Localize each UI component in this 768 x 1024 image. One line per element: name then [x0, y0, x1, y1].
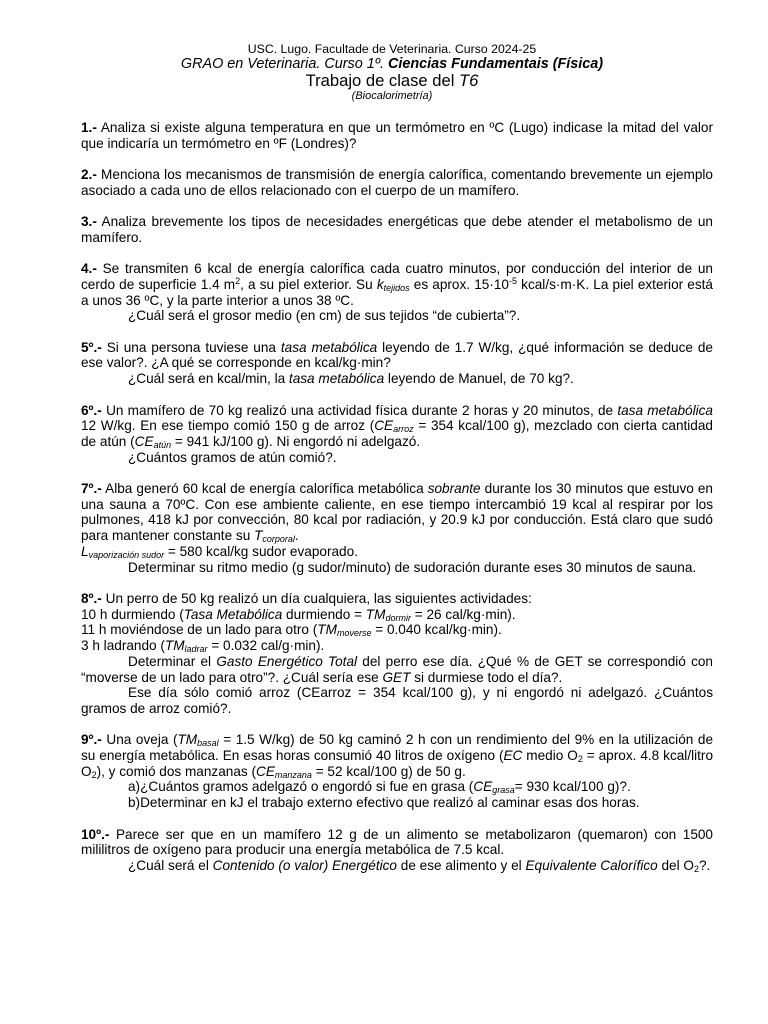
question-8: 8º.- Un perro de 50 kg realizó un día cualquiera, las siguientes actividades: 10 h durmiendo (Tasa Metabólica durmiendo = $TM_{dormir} = 26$ cal/kg·min). 11 h moviéndose de un lado para otro ($TM_{moverse} = 0.040$ kcal/kg·min). 3 h ladrando ($TM_{ladrar} = 0.032$ cal/g·min). Determinar el Gasto Energético Total del perro ese día. ¿Qué % de GET se correspondió con “moverse de un lado para otro”?. ¿Cuál sería ese GET si durmiese todo el día?. Ese día sólo comió arroz (CEarroz = 354 kcal/100 g), y ni engordó ni adelgazó. ¿Cuántos gramos de arroz comió?.	[81, 590, 713, 716]
question-5-ask: ¿Cuál será en kcal/min, la tasa metabólica leyendo de Manuel, de 70 kg?.	[128, 371, 574, 387]
question-8-activity-move: 11 h moviéndose de un lado para otro ($TM_{moverse} = 0.040$ kcal/kg·min).	[81, 622, 502, 639]
question-8-ask-2: Ese día sólo comió arroz (CEarroz = 354 kcal/100 g), y ni engordó ni adelgazó. ¿Cuántos gramos de arroz comió?.	[81, 685, 713, 716]
question-8-activity-sleep: 10 h durmiendo (Tasa Metabólica durmiendo = $TM_{dormir} = 26$ cal/kg·min).	[81, 606, 516, 623]
question-5: 5º.- Si una persona tuviese una tasa metabólica leyendo de 1.7 W/kg, ¿qué información se deduce de ese valor?. ¿A qué se corresponde en kcal/kg·min? ¿Cuál será en kcal/min, la tasa metabólica leyendo de Manuel, de 70 kg?.	[81, 339, 713, 387]
question-1: 1.- Analiza si existe alguna temperatura en que un termómetro en ºC (Lugo) indicase la mitad del valor que indicaría un termómetro en ºF (Londres)?	[81, 120, 713, 151]
document-header	[71, 42, 713, 102]
question-7: 7º.- Alba generó 60 kcal de energía calorífica metabólica sobrante durante los 30 minutos que estuvo en una sauna a 70ºC. Con ese ambiente caliente, en ese tiempo intercambió 19 kcal al respirar por los pulmones, 418 kJ por convección, 80 kcal por radiación, y 20.9 kJ por conducción. Está claro que sudó para mantener constante su $T_{corporal}$. $L_{vaporización sudor} = 580$ kcal/kg sudor evaporado. Determinar su ritmo medio (g sudor/minuto) de sudoración durante eses 30 minutos de sauna.	[81, 481, 713, 575]
question-10: 10º.- Parece ser que en un mamífero 12 g de un alimento se metabolizaron (quemaron) con 1500 mililitros de oxígeno para producir una energía metabólica de 7.5 kcal. ¿Cuál será el Contenido (o valor) Energético de ese alimento y el Equivalente Calorífico del $O_2$?.	[81, 826, 713, 874]
question-6: 6º.- Un mamífero de 70 kg realizó una actividad física durante 2 horas y 20 minutos, de tasa metabólica 12 W/kg. En ese tiempo comió 150 g de arroz ($CE_{arroz} = 354$ kcal/100 g), mezclado con cierta cantidad de atún ($CE_{atún} = 941$ kJ/100 g). Ni engordó ni adelgazó. ¿Cuántos gramos de atún comió?.	[81, 402, 713, 465]
question-8-ask-1: Determinar el Gasto Energético Total del perro ese día. ¿Qué % de GET se correspondió con “moverse de un lado para otro”?. ¿Cuál sería ese GET si durmiese todo el día?.	[81, 653, 713, 685]
course-line: GRAO en Veterinaria. Curso 1º. Ciencias Fundamentais (Física)	[180, 56, 604, 72]
institution-line: USC. Lugo. Facultade de Veterinaria. Curso 2024-25	[247, 42, 537, 56]
question-4-ask: ¿Cuál será el grosor medio (en cm) de sus tejidos “de cubierta”?.	[128, 308, 521, 324]
question-7-latent-heat: $L_{vaporización sudor} = 580$ kcal/kg sudor evaporado.	[81, 543, 358, 560]
document-title: Trabajo de clase del T6	[305, 71, 479, 90]
question-9-part-a: a)¿Cuántos gramos adelgazó o engordó si fue en grasa ($CE_{grasa}= 930$ kcal/100 g)?.	[128, 779, 631, 796]
question-7-ask: Determinar su ritmo medio (g sudor/minuto) de sudoración durante eses 30 minutos de sauna.	[128, 559, 697, 575]
question-9-part-b: b)Determinar en kJ el trabajo externo efectivo que realizó al caminar esas dos horas.	[128, 795, 640, 811]
document-subtitle: (Biocalorimetría)	[351, 90, 433, 102]
question-4: 4.- Se transmiten 6 kcal de energía calorífica cada cuatro minutos, por conducción del interior de un cerdo de superficie 1.4 $m^2$, a su piel exterior. Su $k_{tejidos}$ es aprox. $15\cdot 10^{-5}$ kcal/s·m·K. La piel exterior está a unos 36 ºC, y la parte interior a unos 38 ºC. ¿Cuál será el grosor medio (en cm) de sus tejidos “de cubierta”?.	[81, 261, 713, 324]
question-2: 2.- Menciona los mecanismos de transmisión de energía calorífica, comentando brevemente un ejemplo asociado a cada uno de ellos relacionado con el cuerpo de un mamífero.	[81, 167, 713, 198]
question-3: 3.- Analiza brevemente los tipos de necesidades energéticas que debe atender el metabolismo de un mamífero.	[81, 214, 713, 245]
question-10-ask: ¿Cuál será el Contenido (o valor) Energético de ese alimento y el Equivalente Calorífico del $O_2$?.	[128, 857, 711, 874]
question-8-activity-bark: 3 h ladrando ($TM_{ladrar} = 0.032$ cal/g·min).	[81, 638, 325, 655]
question-6-ask: ¿Cuántos gramos de atún comió?.	[128, 449, 337, 465]
question-9: 9º.- Una oveja ($TM_{basal} = 1.5$ W/kg) de 50 kg caminó 2 h con un rendimiento del 9% en la utilización de su energía metabólica. En esas horas consumió 40 litros de oxígeno (EC medio $O_2$ = aprox. 4.8 kcal/litro $O_2$), y comió dos manzanas ($CE_{manzana} = 52$ kcal/100 g) de 50 g. a)¿Cuántos gramos adelgazó o engordó si fue en grasa ($CE_{grasa}= 930$ kcal/100 g)?. b)Determinar en kJ el trabajo externo efectivo que realizó al caminar esas dos horas.	[81, 732, 714, 811]
